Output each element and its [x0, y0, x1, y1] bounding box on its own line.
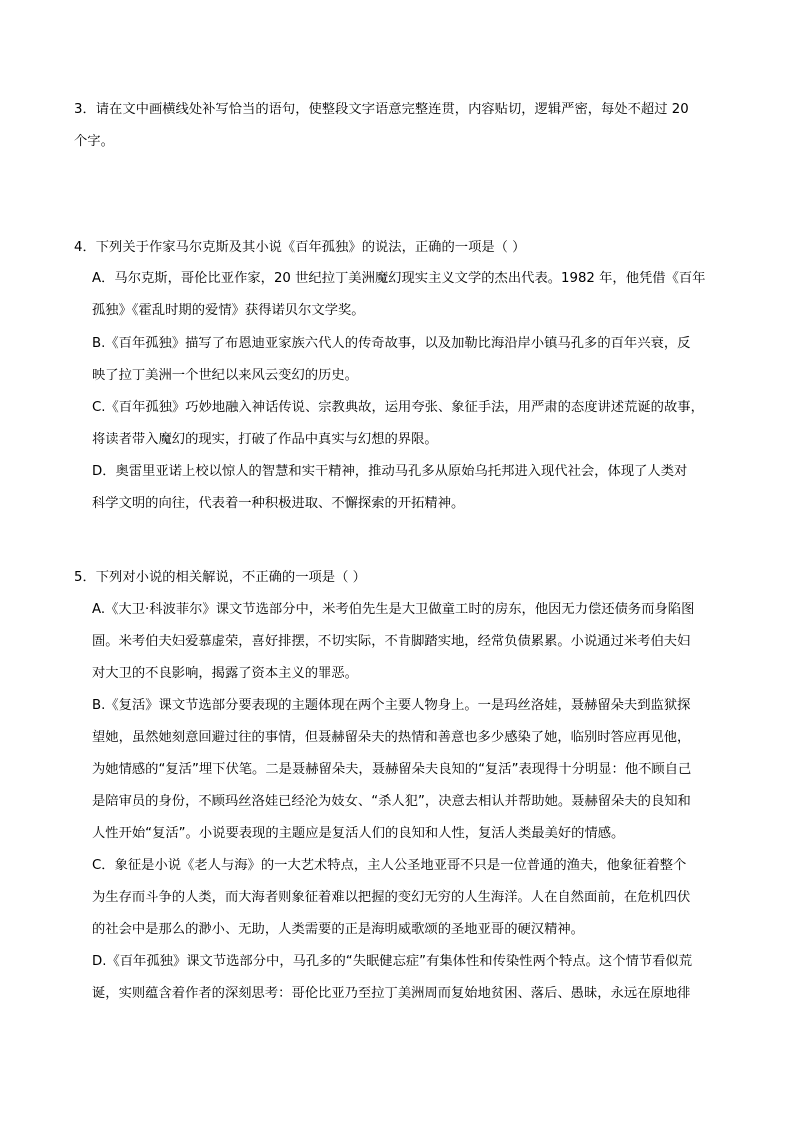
- q5-option-c-line-2: 为生存而斗争的人类，而大海者则象征着难以把握的变幻无穷的人生海洋。人在自然面前，在危机四伏: [92, 890, 691, 905]
- q4-option-a-line-2: 孤独》《霍乱时期的爱情》获得诺贝尔文学奖。: [92, 303, 365, 318]
- q4-stem: 4．下列关于作家马尔克斯及其小说《百年孤独》的说法，正确的一项是（ ）: [74, 240, 526, 255]
- q4-option-b-line-2: 映了拉丁美洲一个世纪以来风云变幻的历史。: [92, 368, 358, 383]
- q5-option-b-line-2: 望她，虽然她刻意回避过往的事情，但聂赫留朵夫的热情和善意也多少感染了她，临别时答应再见他，: [92, 730, 691, 745]
- q3-line-1: 3．请在文中画横线处补写恰当的语句，使整段文字语意完整连贯，内容贴切，逻辑严密，每处不超过 20: [74, 102, 689, 117]
- q5-option-a-line-1: A.《大卫·科波菲尔》课文节选部分中，米考伯先生是大卫做童工时的房东，他因无力偿还债务而身陷图: [92, 602, 695, 617]
- q5-option-a-line-3: 对大卫的不良影响，揭露了资本主义的罪恶。: [92, 666, 358, 681]
- q3-line-2: 个字。: [74, 134, 114, 149]
- q5-option-b-line-1: B.《复活》课文节选部分要表现的主题体现在两个主要人物身上。一是玛丝洛娃，聂赫留朵夫到监狱探: [92, 698, 691, 713]
- q5-option-b-line-4: 是陪审员的身份，不顾玛丝洛娃已经沦为妓女、“杀人犯”，决意去相认并帮助她。聂赫留朵夫的良知和: [92, 794, 691, 809]
- q5-option-c-line-3: 的社会中是那么的渺小、无助，人类需要的正是海明威歌颂的圣地亚哥的硬汉精神。: [92, 922, 584, 937]
- q4-option-a-line-1: A．马尔克斯，哥伦比亚作家，20 世纪拉丁美洲魔幻现实主义文学的杰出代表。1982 年，他凭借《百年: [92, 271, 706, 286]
- q4-option-d-line-1: D．奥雷里亚诺上校以惊人的智慧和实干精神，推动马孔多从原始乌托邦进入现代社会，体现了人类对: [92, 464, 688, 479]
- q4-option-d-line-2: 科学文明的向往，代表着一种积极进取、不懈探索的开拓精神。: [92, 496, 465, 511]
- q5-option-d-line-2: 诞，实则蕴含着作者的深刻思考：哥伦比亚乃至拉丁美洲周而复始地贫困、落后、愚昧，永远在原地徘: [92, 986, 691, 1001]
- q4-option-b-line-1: B.《百年孤独》描写了布恩迪亚家族六代人的传奇故事，以及加勒比海沿岸小镇马孔多的百年兴衰，反: [92, 336, 691, 351]
- q4-option-c-line-1: C.《百年孤独》巧妙地融入神话传说、宗教典故，运用夸张、象征手法，用严肃的态度讲述荒诞的故事，: [92, 400, 704, 415]
- q4-option-c-line-2: 将读者带入魔幻的现实，打破了作品中真实与幻想的界限。: [92, 432, 438, 447]
- q5-option-b-line-5: 人性开始“复活”。小说要表现的主题应是复活人们的良知和人性，复活人类最美好的情感。: [92, 826, 625, 841]
- q5-option-c-line-1: C．象征是小说《老人与海》的一大艺术特点，主人公圣地亚哥不只是一位普通的渔夫，他象征着整个: [92, 858, 687, 873]
- q5-option-d-line-1: D.《百年孤独》课文节选部分中，马孔多的“失眠健忘症”有集体性和传染性两个特点。这个情节看似荒: [92, 954, 693, 969]
- q5-option-b-line-3: 为她情感的“复活”埋下伏笔。二是聂赫留朵夫，聂赫留朵夫良知的“复活”表现得十分明显：他不顾自己: [92, 762, 692, 777]
- q5-stem: 5．下列对小说的相关解说，不正确的一项是（ ）: [74, 570, 366, 585]
- q5-option-a-line-2: 圄。米考伯夫妇爱慕虚荣，喜好排摆，不切实际，不肯脚踏实地，经常负债累累。小说通过米考伯夫妇: [92, 634, 691, 649]
